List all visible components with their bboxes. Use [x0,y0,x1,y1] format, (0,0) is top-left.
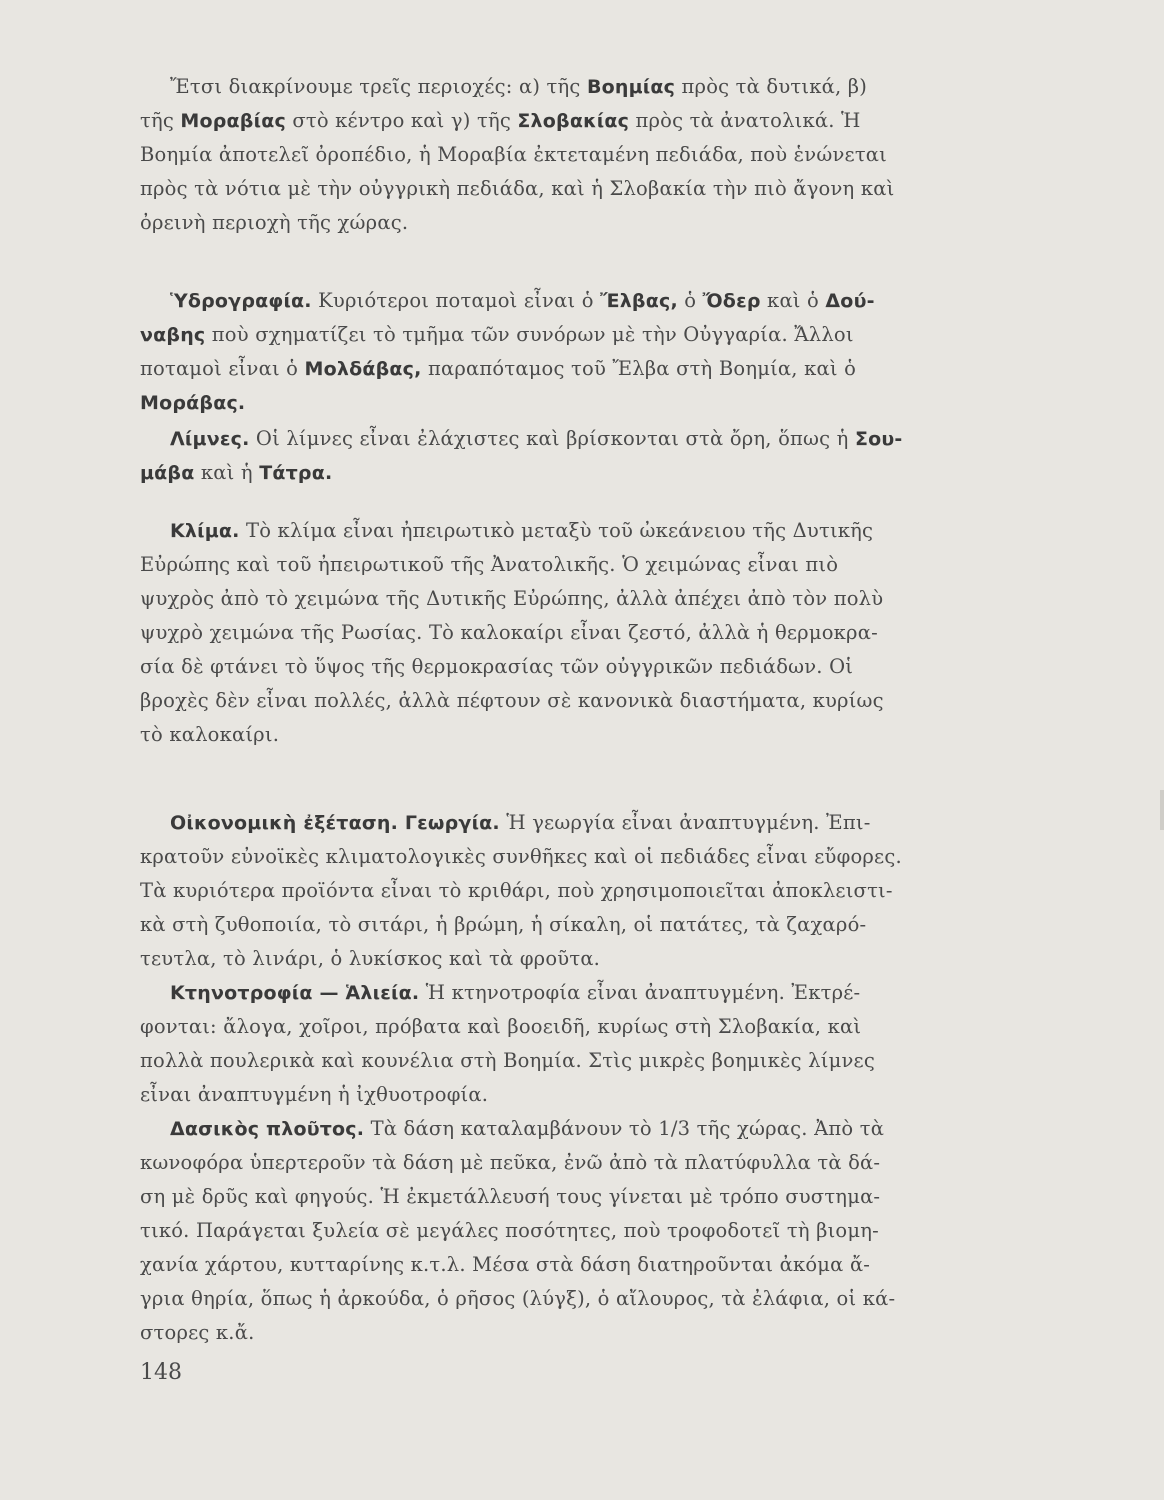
bold-term: Μολδάβας, [304,358,422,380]
text-line [140,548,838,582]
text-run: παραπόταμος τοῦ Ἔλβα στὴ Βοημία, καὶ ὁ [421,357,857,380]
text-run: Ἡ κτηνοτροφία εἶναι ἀναπτυγμένη. Ἐκτρέ- [419,981,861,1004]
text-run: κὰ στὴ ζυθοποιία, τὸ σιτάρι, ἡ βρώμη, ἡ σίκαλη, οἱ πατάτες, τὰ ζαχαρό- [140,913,867,936]
text-line [140,1180,880,1214]
text-line [170,422,903,456]
text-line [170,70,867,104]
text-line [140,616,878,650]
text-run: πρὸς τὰ ἀνατολικά. Ἡ [629,109,861,132]
text-run: χανία χάρτου, κυτταρίνης κ.τ.λ. Μέσα στὰ δάση διατηροῦνται ἀκόμα ἄ- [140,1253,871,1276]
text-run: Τὰ κυριότερα προϊόντα εἶναι τὸ κριθάρι, ποὺ χρησιμοποιεῖται ἀποκλειστι- [140,879,893,902]
text-line [140,1044,875,1078]
text-line [170,1112,884,1146]
text-run: Τὸ κλίμα εἶναι ἠπειρωτικὸ μεταξὺ τοῦ ὠκεάνειου τῆς Δυτικῆς [239,519,874,542]
page-number: 148 [140,1360,182,1385]
text-line [170,284,875,318]
bold-term: Λίμνες. [170,428,250,450]
text-run: σία δὲ φτάνει τὸ ὕψος τῆς θερμοκρασίας τῶν οὐγγρικῶν πεδιάδων. Οἱ [140,655,854,678]
text-run: Ἔτσι διακρίνουμε τρεῖς περιοχές: α) τῆς [170,75,587,98]
bold-term: Μοράβας. [140,392,246,414]
text-line [140,650,853,684]
bold-term: ναβης [140,324,206,346]
text-line [140,456,332,490]
text-run: τὸ καλοκαίρι. [140,723,280,746]
text-line [140,718,279,752]
bold-term: Μοραβίας [180,110,286,132]
bold-term: Τάτρα. [259,462,333,484]
text-line [140,1248,870,1282]
text-line [140,840,902,874]
text-line [140,582,883,616]
text-run: ψυχρὸ χειμώνα τῆς Ρωσίας. Τὸ καλοκαίρι εἶναι ζεστό, ἀλλὰ ἡ θερμοκρα- [140,621,878,644]
bold-term: Ὄδερ [702,290,761,312]
text-line [140,1282,895,1316]
text-run: ὀρεινὴ περιοχὴ τῆς χώρας. [140,211,409,234]
text-run: ση μὲ δρῦς καὶ φηγούς. Ἡ ἐκμετάλλευσή τους γίνεται μὲ τρόπο συστημα- [140,1185,881,1208]
bold-term: Κτηνοτροφία — Ἁλιεία. [170,982,420,1004]
text-line [140,138,887,172]
text-line [140,1010,861,1044]
page-edge-shadow [1160,790,1164,830]
text-run: εἶναι ἀναπτυγμένη ἡ ἰχθυοτροφία. [140,1083,489,1106]
text-line [140,206,408,240]
text-line [170,514,873,548]
text-run: Εὐρώπης καὶ τοῦ ἠπειρωτικοῦ τῆς Ἀνατολικῆς. Ὁ χειμώνας εἶναι πιὸ [140,553,839,576]
text-run: καὶ ὁ [760,289,826,312]
text-run: στορες κ.ἄ. [140,1321,255,1344]
text-run: βροχὲς δὲν εἶναι πολλές, ἀλλὰ πέφτουν σὲ κανονικὰ διαστήματα, κυρίως [140,689,884,712]
text-run: φονται: ἄλογα, χοῖροι, πρόβατα καὶ βοοειδῆ, κυρίως στὴ Σλοβακία, καὶ [140,1015,862,1038]
text-run: Βοημία ἀποτελεῖ ὀροπέδιο, ἡ Μοραβία ἐκτεταμένη πεδιάδα, ποὺ ἑνώνεται [140,143,888,166]
bold-term: Βοημίας [586,76,676,98]
bold-term: Οἰκονομικὴ ἐξέταση. Γεωργία. [170,812,500,834]
text-run: Κυριότεροι ποταμοὶ εἶναι ὁ [311,289,601,312]
text-line [170,806,871,840]
text-line [140,1078,488,1112]
text-run: Οἱ λίμνες εἶναι ἐλάχιστες καὶ βρίσκονται στὰ ὄρη, ὅπως ἡ [249,427,855,450]
text-run: στὸ κέντρο καὶ γ) τῆς [285,109,518,132]
text-line [140,1146,880,1180]
text-run: Τὰ δάση καταλαμβάνουν τὸ 1/3 τῆς χώρας. Ἀπὸ τὰ [364,1117,885,1140]
text-run: τῆς [140,109,181,132]
bold-term: μάβα [140,462,195,484]
text-line [140,104,861,138]
bold-term: Σου- [854,428,903,450]
bold-term: Δού- [825,290,875,312]
text-run: τικό. Παράγεται ξυλεία σὲ μεγάλες ποσότητες, ποὺ τροφοδοτεῖ τὴ βιομη- [140,1219,879,1242]
text-run: ὁ [677,289,703,312]
text-line [140,352,856,386]
text-line [140,684,884,718]
text-run: πολλὰ πουλερικὰ καὶ κουνέλια στὴ Βοημία. Στὶς μικρὲς βοημικὲς λίμνες [140,1049,875,1072]
text-line [140,1316,254,1350]
text-line [140,318,854,352]
text-run: κωνοφόρα ὑπερτεροῦν τὰ δάση μὲ πεῦκα, ἐνῶ ἀπὸ τὰ πλατύφυλλα τὰ δά- [140,1151,881,1174]
bold-term: Σλοβακίας [517,110,630,132]
text-line [140,172,894,206]
text-run: καὶ ἡ [194,461,260,484]
bold-term: Ὑδρογραφία. [170,290,312,312]
text-line [140,874,893,908]
text-run: ποταμοὶ εἶναι ὁ [140,357,305,380]
text-run: ποὺ σχηματίζει τὸ τμῆμα τῶν συνόρων μὲ τὴν Οὐγγαρία. Ἄλλοι [205,323,854,346]
text-line [140,1214,879,1248]
text-run: Ἡ γεωργία εἶναι ἀναπτυγμένη. Ἐπι- [499,811,871,834]
text-line [140,386,245,420]
bold-term: Ἔλβας, [600,290,678,312]
text-line [140,908,866,942]
text-line [170,976,860,1010]
bold-term: Δασικὸς πλοῦτος. [170,1118,365,1140]
text-run: κρατοῦν εὐνοϊκὲς κλιματολογικὲς συνθῆκες καὶ οἱ πεδιάδες εἶναι εὔφορες. [140,845,902,868]
text-run: γρια θηρία, ὅπως ἡ ἀρκούδα, ὁ ρῆσος (λύγξ), ὁ αἴλουρος, τὰ ἐλάφια, οἱ κά- [140,1287,896,1310]
text-line [140,942,600,976]
bold-term: Κλίμα. [170,520,240,542]
text-run: τευτλα, τὸ λινάρι, ὁ λυκίσκος καὶ τὰ φροῦτα. [140,947,601,970]
text-run: πρὸς τὰ νότια μὲ τὴν οὐγγρικὴ πεδιάδα, καὶ ἡ Σλοβακία τὴν πιὸ ἄγονη καὶ [140,177,895,200]
text-run: ψυχρὸς ἀπὸ τὸ χειμώνα τῆς Δυτικῆς Εὐρώπης, ἀλλὰ ἀπέχει ἀπὸ τὸν πολὺ [140,587,884,610]
text-run: πρὸς τὰ δυτικά, β) [675,75,868,98]
